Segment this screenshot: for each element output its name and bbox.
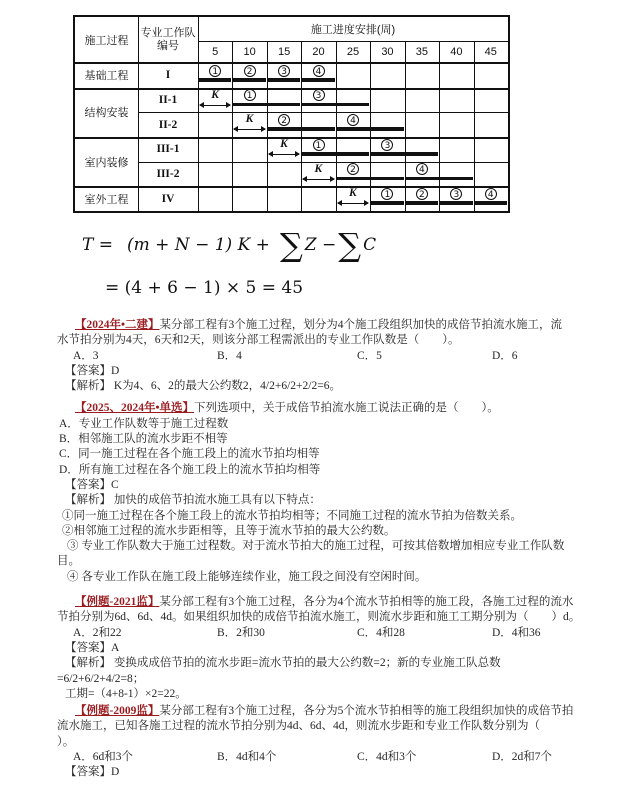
chart-process-label: 室内装修 bbox=[84, 156, 129, 169]
question-tag: 【例题-2021监】 bbox=[75, 596, 160, 609]
segment-number: 2 bbox=[347, 163, 359, 175]
option: D．2d和7个 bbox=[492, 751, 553, 764]
answer-label: 【答案】 bbox=[65, 641, 111, 654]
chart-header-team-line1: 专业工作队 bbox=[140, 27, 196, 39]
segment-number: 1 bbox=[244, 89, 256, 101]
analysis-line bbox=[57, 656, 632, 671]
analysis-label: 【解析】 bbox=[65, 657, 111, 670]
option: C．同一施工过程在各个施工段上的流水节拍均相等 bbox=[59, 448, 320, 461]
formula-block bbox=[82, 222, 376, 298]
k-step-label: K bbox=[349, 187, 357, 200]
chart-team-label: II-2 bbox=[158, 118, 178, 131]
answer-value: C bbox=[111, 478, 119, 491]
question-block bbox=[57, 318, 632, 394]
question-stem-line bbox=[57, 318, 632, 333]
analysis-line bbox=[57, 672, 632, 687]
task-bar bbox=[199, 78, 231, 82]
chart-week-tick: 10 bbox=[243, 46, 256, 58]
k-step-arrow bbox=[269, 154, 299, 155]
k-step-label: K bbox=[211, 88, 219, 101]
analysis-line bbox=[57, 524, 632, 539]
option: A．3 bbox=[73, 349, 99, 362]
chart-week-tick: 40 bbox=[450, 46, 463, 58]
chart-team-label: IV bbox=[161, 192, 175, 205]
analysis-text: K为4、6、2的最大公约数2，4/2+6/2+2/2=6。 bbox=[111, 380, 341, 393]
chart-header-timeline: 施工进度安排(周) bbox=[310, 24, 396, 36]
segment-number: 2 bbox=[278, 114, 290, 126]
analysis-text: =6/2+6/2+4/2=8； bbox=[57, 672, 145, 685]
formula-mid: Z − bbox=[304, 235, 337, 255]
options-row bbox=[57, 750, 632, 765]
k-step-arrow bbox=[200, 105, 230, 106]
question-block bbox=[57, 401, 632, 585]
answer-value: A bbox=[111, 641, 120, 654]
answer-line bbox=[57, 641, 632, 656]
chart-header-team-line2: 编号 bbox=[157, 40, 179, 52]
answer-line bbox=[57, 765, 632, 780]
k-step-arrow bbox=[234, 129, 264, 130]
segment-number: 3 bbox=[450, 188, 462, 200]
question-stem-line: 流水施工，已知各施工过程的流水节拍分别为4d、6d、4d，则流水步距和专业工作队数分别为（ bbox=[57, 720, 540, 733]
chart-week-tick: 30 bbox=[381, 46, 394, 58]
option: D．4和36 bbox=[492, 626, 541, 639]
analysis-line bbox=[57, 539, 632, 554]
option: C．4和28 bbox=[357, 626, 405, 639]
question-stem-line bbox=[57, 401, 632, 416]
task-bar bbox=[268, 127, 335, 131]
task-bar bbox=[268, 78, 300, 82]
task-bar bbox=[406, 201, 438, 205]
formula-line1 bbox=[82, 222, 376, 268]
answer-line bbox=[57, 364, 632, 379]
task-bar bbox=[337, 177, 404, 181]
analysis-text: ③ 专业工作队数大于施工过程数。对于流水节拍大的施工过程，可按其倍数增加相应专业工作队数 bbox=[67, 540, 565, 553]
options-row bbox=[57, 626, 632, 641]
chart-team-label: II-1 bbox=[158, 93, 178, 106]
chart-header-team bbox=[138, 17, 198, 63]
analysis-label: 【解析】 bbox=[65, 380, 111, 393]
chart-week-tick: 15 bbox=[277, 46, 291, 58]
analysis-text: 目。 bbox=[57, 555, 80, 568]
analysis-line bbox=[57, 493, 632, 508]
task-bar bbox=[440, 201, 472, 205]
question-stem-text: 某分部工程有3个施工过程，各分为4个流水节拍相等的施工段，各施工过程的流水 bbox=[159, 596, 574, 609]
question-tag: 【2025、2024年•单选】 bbox=[75, 402, 195, 415]
question-tag: 【例题-2009监】 bbox=[75, 705, 160, 718]
chart-team-label: III-1 bbox=[156, 143, 180, 156]
question-stem-line: ）。 bbox=[57, 735, 75, 748]
answer-label: 【答案】 bbox=[65, 766, 111, 779]
k-step-arrow bbox=[303, 179, 333, 180]
question-block bbox=[57, 704, 632, 780]
task-bar bbox=[406, 177, 473, 181]
question-stem-line: 节拍分别为6d、6d、4d。如果组织加快的成倍节拍流水施工，则流水步距和施工工期分别为（ ）d。 bbox=[57, 611, 581, 624]
task-bar bbox=[302, 152, 369, 156]
chart-header-process: 施工过程 bbox=[84, 35, 129, 47]
question-stem-line bbox=[57, 704, 632, 719]
task-bar bbox=[302, 78, 334, 82]
answer-value: D bbox=[111, 364, 120, 377]
chart-week-tick: 20 bbox=[312, 46, 325, 58]
k-step-label: K bbox=[245, 113, 254, 126]
segment-number: 3 bbox=[278, 65, 290, 77]
question-stem-text: 某分部工程有3个施工过程，各分为5个流水节拍相等的施工段组织加快的成倍节拍 bbox=[159, 705, 574, 718]
sigma-icon: ∑ bbox=[279, 226, 303, 264]
analysis-text: ①同一施工过程在各个施工段上的流水节拍均相等；不同施工过程的流水节拍为倍数关系。 bbox=[62, 509, 522, 522]
task-bar bbox=[233, 103, 300, 107]
analysis-label: 【解析】 bbox=[65, 494, 111, 507]
option: D．6 bbox=[492, 349, 518, 362]
question-stem-line bbox=[57, 595, 632, 610]
chart-process-label: 室外工程 bbox=[84, 193, 129, 206]
option: C．5 bbox=[357, 349, 382, 362]
chart-team-label: I bbox=[165, 69, 171, 82]
option: A．专业工作队数等于施工过程数 bbox=[59, 417, 229, 430]
segment-number: 1 bbox=[381, 188, 393, 200]
segment-number: 4 bbox=[313, 65, 325, 77]
segment-number: 1 bbox=[313, 139, 325, 151]
analysis-text: 加快的成倍节拍流水施工具有以下特点： bbox=[111, 494, 321, 507]
segment-number: 3 bbox=[381, 139, 393, 151]
option: A．2和22 bbox=[73, 626, 122, 639]
analysis-text: 工期=（4+8-1）×2=22。 bbox=[65, 687, 187, 700]
answer-label: 【答案】 bbox=[65, 364, 111, 377]
chart-week-tick: 35 bbox=[415, 46, 428, 58]
option: B．4 bbox=[217, 349, 242, 362]
question-stem-text: 下列选项中，关于成倍节拍流水施工说法正确的是（ ）。 bbox=[194, 402, 499, 415]
question-block bbox=[57, 595, 632, 702]
question-stem-text: 某分部工程有3个施工过程，划分为4个施工段组织加快的成倍节拍流水施工，流 bbox=[159, 319, 563, 331]
k-step-label: K bbox=[314, 162, 323, 175]
chart-process-label: 基础工程 bbox=[84, 70, 129, 83]
task-bar bbox=[475, 201, 507, 205]
sigma-icon: ∑ bbox=[338, 226, 362, 264]
option: A．6d和3个 bbox=[73, 751, 134, 764]
formula-line2: = (4 + 6 − 1) × 5 = 45 bbox=[105, 278, 304, 298]
analysis-line bbox=[57, 687, 632, 702]
segment-number: 4 bbox=[416, 163, 428, 175]
chart-team-label: III-2 bbox=[156, 167, 180, 180]
answer-label: 【答案】 bbox=[65, 478, 111, 491]
analysis-line bbox=[57, 554, 632, 569]
questions-section bbox=[57, 318, 632, 788]
segment-number: 1 bbox=[209, 65, 221, 77]
task-bar bbox=[371, 201, 403, 205]
analysis-text: ②相邻施工过程的流水步距相等，且等于流水节拍的最大公约数。 bbox=[62, 524, 396, 537]
task-bar bbox=[302, 103, 369, 107]
question-tag: 【2024年•二建】 bbox=[75, 319, 160, 331]
task-bar bbox=[337, 127, 404, 131]
segment-number: 4 bbox=[485, 188, 497, 200]
question-stem-line: 水节拍分别为4天，6天和2天，则该分部工程需派出的专业工作队数是（ ）。 bbox=[57, 334, 460, 347]
chart-week-tick: 5 bbox=[212, 46, 219, 58]
option: D．所有施工过程在各个施工段上的流水节拍均相等 bbox=[59, 463, 321, 476]
analysis-text: 变换成成倍节拍的流水步距=流水节拍的最大公约数=2；新的专业施工队总数 bbox=[111, 657, 501, 670]
k-step-label: K bbox=[280, 138, 288, 150]
flow-schedule-chart bbox=[73, 15, 510, 213]
option: B．相邻施工队的流水步距不相等 bbox=[59, 433, 228, 446]
analysis-line bbox=[57, 509, 632, 524]
analysis-text: ④ 各专业工作队在施工段上能够连续作业，施工段之间没有空闲时间。 bbox=[67, 570, 427, 583]
option: C．4d和3个 bbox=[357, 751, 417, 764]
analysis-line bbox=[57, 570, 632, 585]
chart-week-tick: 25 bbox=[346, 46, 360, 58]
formula-lhs: T = bbox=[82, 235, 113, 255]
task-bar bbox=[371, 152, 438, 156]
formula-tail: C bbox=[363, 235, 377, 255]
task-bar bbox=[233, 78, 265, 82]
answer-line bbox=[57, 478, 632, 493]
segment-number: 2 bbox=[244, 65, 256, 77]
k-step-arrow bbox=[338, 203, 368, 204]
chart-week-tick: 45 bbox=[484, 46, 497, 58]
option: B．2和30 bbox=[217, 626, 265, 639]
analysis-line bbox=[57, 379, 632, 394]
segment-number: 4 bbox=[347, 114, 359, 126]
answer-value: D bbox=[111, 766, 120, 779]
options-row bbox=[57, 349, 632, 364]
formula-pre: (m + N − 1) K + bbox=[127, 235, 270, 255]
option: B．4d和4个 bbox=[217, 751, 277, 764]
segment-number: 3 bbox=[313, 89, 325, 101]
segment-number: 2 bbox=[416, 188, 428, 200]
chart-process-label: 结构安装 bbox=[84, 107, 129, 120]
